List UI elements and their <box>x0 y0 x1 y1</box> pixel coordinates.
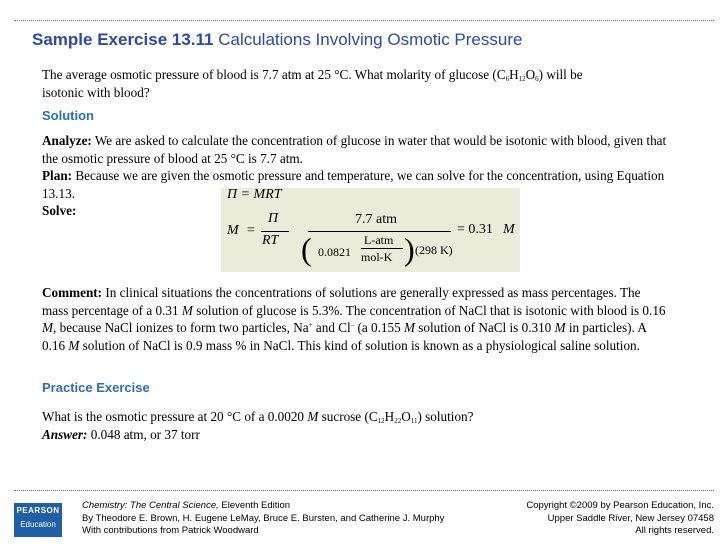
copyright-text: Copyright ©2009 by Pearson Education, Inc. <box>526 500 714 511</box>
comment-text: and Cl <box>312 320 351 335</box>
molarity-unit: M <box>307 409 319 424</box>
exercise-topic: Calculations Involving Osmotic Pressure <box>218 30 523 49</box>
comment-paragraph <box>42 284 668 354</box>
rights-text: All rights reserved. <box>635 525 714 536</box>
bottom-divider <box>14 490 714 491</box>
subscript: 12 <box>518 75 526 83</box>
left-paren: ( <box>301 231 312 267</box>
equation-variable: M <box>227 223 239 238</box>
element-symbol: O <box>401 409 411 424</box>
equation-formula: Π = MRT <box>227 187 282 202</box>
comment-text: In clinical situations the concentrations of solutions are generally expressed as mass percentages. The mass percentage of a 0.31 <box>42 285 641 318</box>
comment-text: in particles). A 0.16 <box>42 320 647 353</box>
molarity-unit: M, <box>42 320 57 335</box>
footer-copyright <box>526 500 714 538</box>
logo-text: Education <box>20 520 56 529</box>
equation-numerator: Π <box>268 211 279 226</box>
book-title: Chemistry: The Central Science, <box>82 500 219 511</box>
comment-text: because NaCl ionizes to form two particles, Na <box>56 320 309 335</box>
right-paren: ) <box>404 231 415 267</box>
practice-text: What is the osmotic pressure at 20 °C of a 0.0020 <box>42 409 308 424</box>
problem-statement <box>42 66 682 101</box>
answer-label: Answer: <box>42 426 88 442</box>
fraction-bar <box>308 231 451 232</box>
problem-text: isotonic with blood? <box>42 84 150 100</box>
problem-text: ) will be <box>538 67 583 82</box>
molarity-unit: M <box>554 320 566 335</box>
book-contributors: With contributions from Patrick Woodward <box>82 525 259 536</box>
temperature: (298 K) <box>415 243 453 257</box>
practice-question <box>42 408 682 443</box>
equation-denominator: RT <box>262 233 279 248</box>
result-unit: M <box>503 222 515 237</box>
subscript: 12 <box>377 417 385 425</box>
book-edition: Eleventh Edition <box>218 500 291 511</box>
practice-heading: Practice Exercise <box>42 380 150 395</box>
gas-constant: 0.0821 <box>318 245 351 259</box>
subscript: 11 <box>410 417 418 425</box>
element-symbol: H <box>384 409 395 424</box>
molarity-unit: M <box>181 302 193 318</box>
subscript: 6 <box>505 75 510 83</box>
logo-text: PEARSON <box>16 506 60 515</box>
comment-text: solution of glucose is 5.3%. The concentration of NaCl that is isotonic with blood is 0.16 <box>192 302 666 318</box>
plan-text: Because we are given the osmotic pressure and temperature, we can solve for the concentration, using Equation 13.13. <box>42 168 665 201</box>
equation-equals: = <box>247 223 255 238</box>
fraction-bar <box>261 231 289 232</box>
subscript: 6 <box>535 75 539 83</box>
answer-text: 0.048 atm, or 37 torr <box>87 426 200 442</box>
book-authors: By Theodore E. Brown, H. Eugene LeMay, Bruce E. Bursten, and Catherine J. Murphy <box>82 512 445 524</box>
subscript: 22 <box>394 417 402 425</box>
comment-text: (a 0.155 <box>354 320 404 335</box>
equation-box <box>221 188 520 272</box>
element-symbol: H <box>509 67 519 82</box>
publisher-address: Upper Saddle River, New Jersey 07458 <box>547 512 714 524</box>
practice-text: sucrose (C <box>318 409 378 424</box>
exercise-number: Sample Exercise 13.11 <box>32 30 214 49</box>
page-title <box>32 30 522 50</box>
equation-pressure: 7.7 atm <box>355 212 397 227</box>
unit-bar <box>361 248 403 249</box>
unit-denominator: mol-K <box>361 250 393 264</box>
element-symbol: O <box>525 67 536 82</box>
unit-numerator: L-atm <box>364 233 394 247</box>
top-divider <box>14 20 714 21</box>
comment-text: solution of NaCl is 0.310 <box>415 320 555 335</box>
pearson-logo <box>14 503 62 537</box>
charge-superscript: – <box>350 321 355 329</box>
comment-text: solution of NaCl is 0.9 mass % in NaCl. This kind of solution is known as a physiological saline solution. <box>79 337 640 353</box>
analyze-text: We are asked to calculate the concentration of glucose in water that would be isotonic with blood, given that the osmotic pressure of blood at 25 °C is 7.7 atm. <box>42 133 667 166</box>
charge-superscript: + <box>308 321 313 329</box>
analyze-label: Analyze: <box>42 133 92 148</box>
comment-label: Comment: <box>42 285 103 300</box>
problem-text: The average osmotic pressure of blood is 7.7 atm at 25 °C. What molarity of glucose (C <box>42 67 506 82</box>
practice-text: ) solution? <box>417 409 474 424</box>
solve-label: Solve: <box>42 203 77 218</box>
molarity-unit: M <box>404 320 415 335</box>
footer-citation <box>82 500 444 538</box>
equation-result: = 0.31 <box>457 222 493 237</box>
plan-label: Plan: <box>42 168 73 183</box>
solution-heading: Solution <box>42 108 94 123</box>
molarity-unit: M <box>68 337 80 353</box>
